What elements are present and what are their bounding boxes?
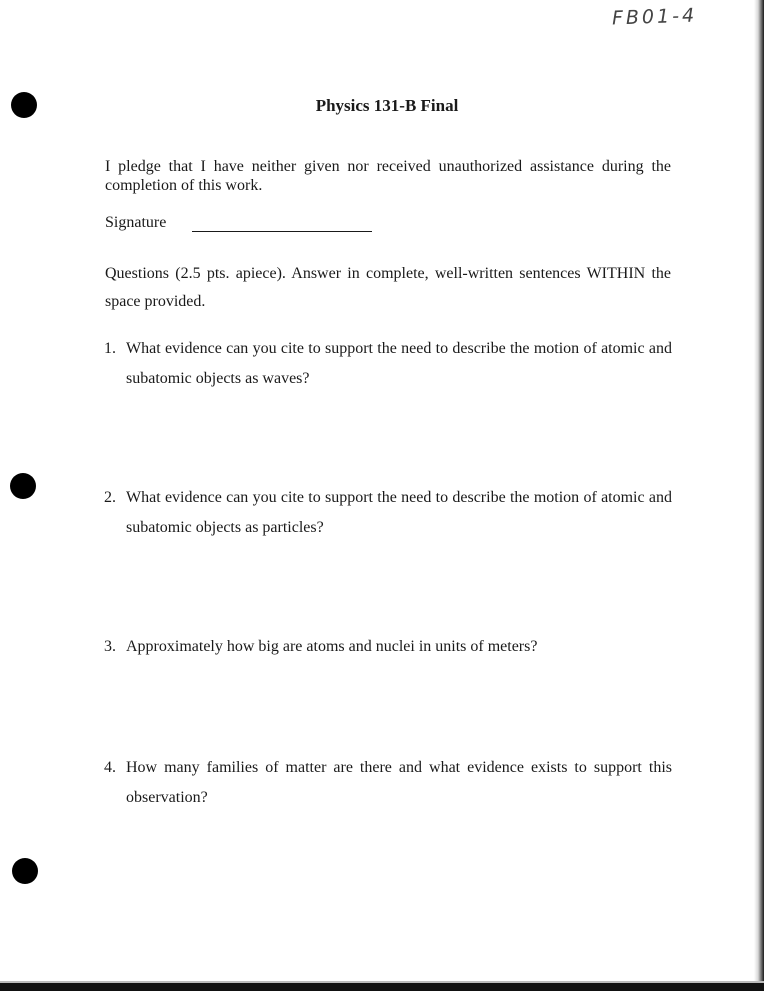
question-1: [104, 334, 672, 394]
signature-line[interactable]: [192, 215, 372, 232]
page-title: Physics 131-B Final: [315, 96, 459, 115]
instructions: Questions (2.5 pts. apiece). Answer in complete, well-written sentences WITHIN the space provided.: [105, 265, 671, 310]
pledge-statement: I pledge that I have neither given nor received unauthorized assistance during the completion of this work.: [105, 158, 671, 194]
binder-hole-bottom: [12, 858, 38, 884]
question-number: 1.: [104, 340, 116, 357]
question-number: 3.: [104, 638, 116, 655]
question-text: What evidence can you cite to support the need to describe the motion of atomic and subatomic objects as waves?: [126, 340, 672, 387]
signature-row: [105, 214, 372, 232]
question-4: [104, 753, 672, 813]
question-text: How many families of matter are there and what evidence exists to support this observation?: [126, 759, 672, 806]
question-text: Approximately how big are atoms and nuclei in units of meters?: [126, 638, 538, 655]
question-text: What evidence can you cite to support the need to describe the motion of atomic and subatomic objects as particles?: [126, 489, 672, 536]
binder-hole-middle: [10, 473, 36, 499]
question-3: [104, 632, 672, 662]
scan-edge-bottom: [0, 983, 764, 991]
handwritten-code: FB01-4: [611, 4, 698, 30]
question-number: 4.: [104, 759, 116, 776]
scan-edge-right: [754, 0, 764, 991]
question-number: 2.: [104, 489, 116, 506]
signature-label: Signature: [105, 214, 167, 231]
question-2: [104, 483, 672, 543]
